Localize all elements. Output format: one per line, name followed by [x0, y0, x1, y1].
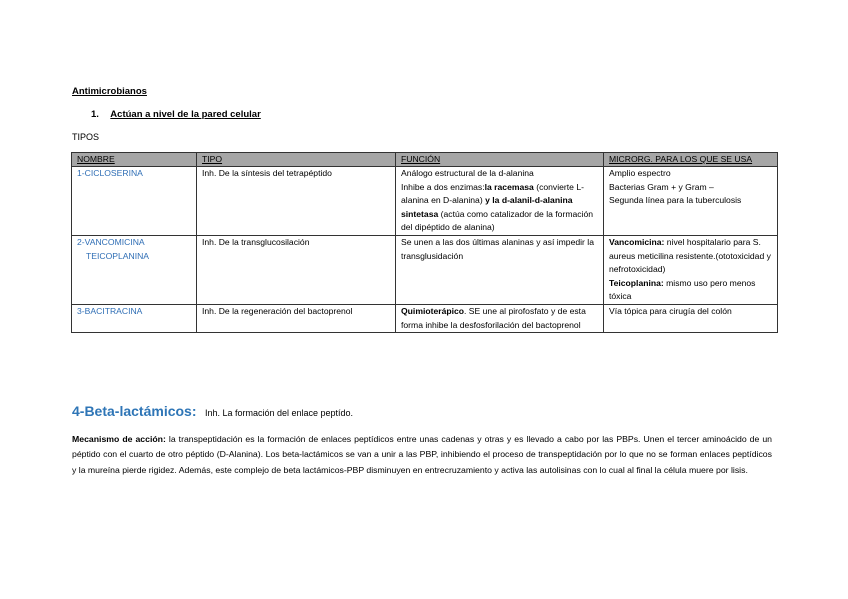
- antimicrobial-table: [71, 152, 778, 333]
- table-row: [72, 167, 778, 236]
- function-text: Inhibe a dos enzimas:: [401, 181, 485, 192]
- document-title: Antimicrobianos: [72, 86, 147, 97]
- beta-lactam-heading: [72, 403, 353, 421]
- table-row: [72, 304, 778, 332]
- beta-lactam-title: 4-Beta-lactámicos:: [72, 403, 197, 419]
- usage-text: nivel hospitalario para S. aureus meticilina resistente.(ototoxicidad y nefrotoxicidad): [609, 236, 771, 275]
- section-number: 1.: [91, 109, 99, 120]
- usage-text: Teicoplanina:: [609, 277, 664, 288]
- function-text: Análogo estructural de la d-alanina: [401, 168, 534, 178]
- header-function: FUNCIÓN: [396, 153, 604, 167]
- section-label: Actúan a nivel de la pared celular: [110, 109, 261, 120]
- section-heading: [91, 109, 261, 120]
- table-row: [72, 235, 778, 304]
- type-cell: Inh. De la síntesis del tetrapéptido: [197, 167, 396, 236]
- header-name: NOMBRE: [72, 153, 197, 167]
- function-cell: [396, 167, 604, 236]
- function-text: y la d-alanil-d-alanina sintetasa: [401, 195, 573, 219]
- usage-cell: [604, 304, 778, 332]
- usage-line: Segunda línea para la tuberculosis: [609, 195, 742, 206]
- function-text: Quimioterápico: [401, 305, 465, 316]
- type-cell: Inh. De la transglucosilación: [197, 235, 396, 304]
- usage-cell: [604, 167, 778, 236]
- drug-name: 2-VANCOMICINA: [77, 236, 145, 247]
- function-text: Se unen a las dos últimas alaninas y así impedir la transglusidación: [401, 236, 594, 261]
- usage-line: Vía tópica para cirugía del colón: [609, 305, 732, 316]
- usage-cell: [604, 235, 778, 304]
- mechanism-paragraph: [72, 432, 772, 478]
- drug-name: TEICOPLANINA: [86, 250, 150, 261]
- usage-text: mismo uso pero menos tóxica: [609, 277, 756, 302]
- mechanism-text: la transpeptidación es la formación de enlaces peptídicos entre unas cadenas y otras y es llevado a cabo por las PBPs. Unen el tercer aminoácido de un péptido con el cuarto de otro péptido (D-Alanina). Los beta-lactámicos se van a unir a las PBP, inhibiendo el proceso de transpeptidación por lo que no se forman enlaces peptídicos y la mureína pierde rigidez. Además, este complejo de beta lactámicos-PBP disminuyen en entrecruzamiento y activa las autolisinas con lo cual al final la célula muere por lisis.: [72, 434, 772, 475]
- header-type: TIPO: [197, 153, 396, 167]
- usage-line: Amplio espectro: [609, 168, 671, 178]
- usage-line: Bacterias Gram + y Gram –: [609, 181, 714, 192]
- beta-lactam-subtitle: Inh. La formación del enlace peptído.: [204, 408, 354, 418]
- type-cell: Inh. De la regeneración del bactoprenol: [197, 304, 396, 332]
- drug-name: 3-BACITRACINA: [77, 305, 143, 316]
- drug-name-cell: [72, 304, 197, 332]
- usage-text: Vancomicina:: [609, 236, 665, 247]
- header-usage: MICRORG. PARA LOS QUE SE USA: [604, 153, 778, 167]
- table-header-row: [72, 153, 778, 167]
- drug-name-cell: [72, 167, 197, 236]
- drug-name: 1-CICLOSERINA: [77, 168, 143, 178]
- function-text: la racemasa: [484, 181, 534, 192]
- function-text: (actúa como catalizador de la formación del dipéptido de alanina): [401, 208, 594, 233]
- function-text: . SE une al pirofosfato y de esta forma inhibe la desfosforilación del bactoprenol: [401, 305, 586, 330]
- function-cell: [396, 304, 604, 332]
- drug-name-cell: [72, 235, 197, 304]
- types-label: TIPOS: [72, 132, 100, 142]
- function-cell: [396, 235, 604, 304]
- function-text: (convierte L-alanina en D-alanina): [401, 181, 584, 206]
- mechanism-label: Mecanismo de acción:: [72, 434, 166, 444]
